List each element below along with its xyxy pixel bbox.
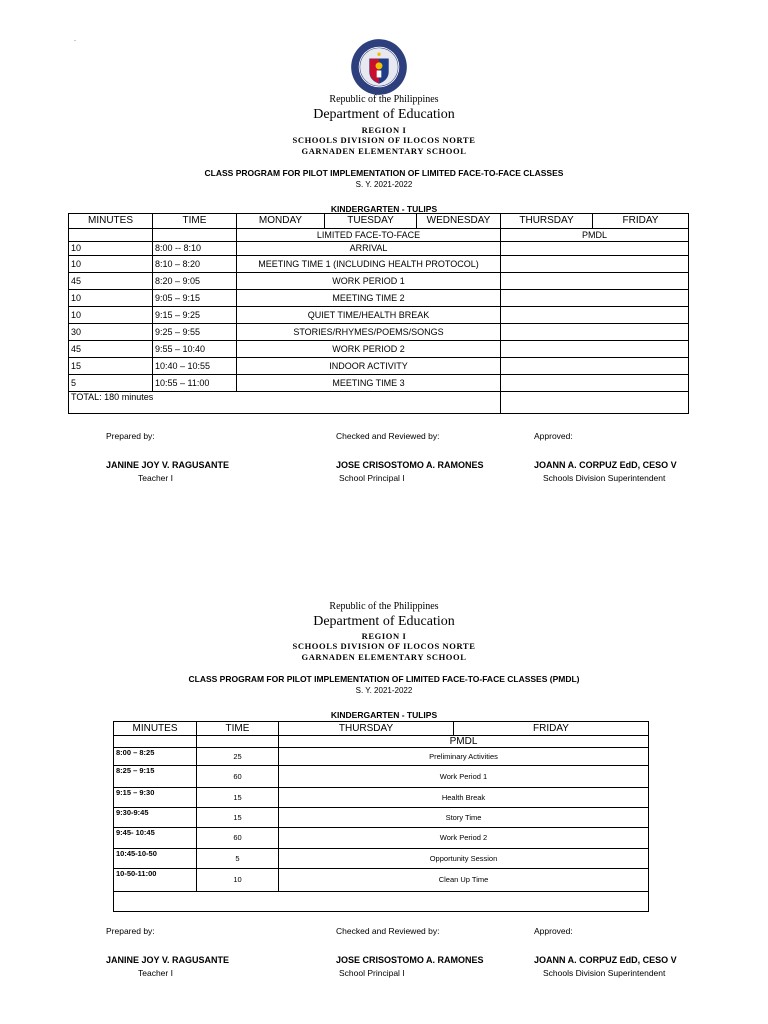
program1-title: CLASS PROGRAM FOR PILOT IMPLEMENTATION OF LIMITED FACE-TO-FACE CLASSES [204,168,564,178]
minutes-cell: 10 [69,256,153,273]
prepared-by-label: Prepared by: [106,431,155,441]
pmdl-cell [501,256,689,273]
checked-name: JOSE CRISOSTOMO A. RAMONES [336,460,484,470]
minutes-cell: 30 [69,324,153,341]
approved-title: Schools Division Superintendent [543,473,666,483]
division-heading: SCHOOLS DIVISION OF ILOCOS NORTE [292,135,476,145]
minutes-cell: 9:30-9:45 [114,808,197,828]
prepared-name: JANINE JOY V. RAGUSANTE [106,460,230,470]
table-row [69,324,689,341]
class-program-table-1 [68,213,689,414]
col-monday: MONDAY [237,214,325,229]
activity-cell: QUIET TIME/HEALTH BREAK [237,307,501,324]
total-minutes: TOTAL: 180 minutes [69,392,501,414]
time-cell: 8:10 – 8:20 [153,256,237,273]
republic-heading: Republic of the Philippines [329,601,439,612]
table-row [114,808,649,828]
table-row [69,307,689,324]
col-friday: FRIDAY [454,722,649,736]
total-row [69,392,689,414]
activity-cell: ARRIVAL [237,242,501,256]
table-row [114,828,649,849]
table-row [69,242,689,256]
col-minutes: MINUTES [114,722,197,736]
minutes-cell: 9:45- 10:45 [114,828,197,849]
prepared-by-label: Prepared by: [106,926,155,936]
minutes-cell: 5 [69,375,153,392]
col-friday: FRIDAY [593,214,689,229]
empty-cell [197,736,279,748]
time-cell: 9:05 – 9:15 [153,290,237,307]
region-heading: REGION I [361,631,407,641]
table-row [69,341,689,358]
activity-cell: MEETING TIME 2 [237,290,501,307]
program1-school-year: S. Y. 2021-2022 [355,180,413,189]
pmdl-cell [501,242,689,256]
col-time: TIME [197,722,279,736]
table-row [114,849,649,869]
pmdl-cell [501,273,689,290]
table-row [69,273,689,290]
pmdl-cell [501,324,689,341]
checked-name: JOSE CRISOSTOMO A. RAMONES [336,955,484,965]
minutes-cell: 8:25 – 9:15 [114,766,197,788]
limited-face-to-face-label: LIMITED FACE-TO-FACE [237,229,501,242]
department-heading: Department of Education [313,614,455,629]
approved-name: JOANN A. CORPUZ EdD, CESO V [534,460,677,470]
table-row [69,290,689,307]
col-tuesday: TUESDAY [325,214,417,229]
activity-cell: Opportunity Session [279,849,649,869]
col-thursday: THURSDAY [501,214,593,229]
activity-cell: Preliminary Activities [279,748,649,766]
checked-by-label: Checked and Reviewed by: [336,431,440,441]
activity-cell: WORK PERIOD 2 [237,341,501,358]
approved-label: Approved: [534,431,573,441]
col-time: TIME [153,214,237,229]
approved-label: Approved: [534,926,573,936]
minutes-cell: 10 [69,290,153,307]
pmdl-cell [501,307,689,324]
table-row [114,748,649,766]
activity-cell: Work Period 2 [279,828,649,849]
minutes-cell: 9:15 – 9:30 [114,788,197,808]
pmdl-cell [501,358,689,375]
activity-cell: Health Break [279,788,649,808]
activity-cell: Work Period 1 [279,766,649,788]
class-program-table-2 [113,721,649,912]
time-cell: 8:20 – 9:05 [153,273,237,290]
time-cell: 9:15 – 9:25 [153,307,237,324]
activity-cell: MEETING TIME 3 [237,375,501,392]
minutes-cell: 10:45-10-50 [114,849,197,869]
time-cell: 60 [197,828,279,849]
time-cell: 9:55 – 10:40 [153,341,237,358]
program2-section: KINDERGARTEN - TULIPS [330,710,438,720]
table-row [114,869,649,892]
table-row [69,375,689,392]
time-cell: 9:25 – 9:55 [153,324,237,341]
republic-heading: Republic of the Philippines [329,94,439,105]
department-heading: Department of Education [313,107,455,122]
deped-seal-logo [350,38,408,96]
activity-cell: Story Time [279,808,649,828]
empty-cell [114,736,197,748]
activity-cell: STORIES/RHYMES/POEMS/SONGS [237,324,501,341]
time-cell: 15 [197,788,279,808]
minutes-cell: 15 [69,358,153,375]
col-minutes: MINUTES [69,214,153,229]
checked-by-label: Checked and Reviewed by: [336,926,440,936]
col-wednesday: WEDNESDAY [417,214,501,229]
pmdl-label: PMDL [279,736,649,748]
time-cell: 25 [197,748,279,766]
approved-name: JOANN A. CORPUZ EdD, CESO V [534,955,677,965]
prepared-title: Teacher I [138,968,173,978]
approved-title: Schools Division Superintendent [543,968,666,978]
program2-title: CLASS PROGRAM FOR PILOT IMPLEMENTATION OF LIMITED FACE-TO-FACE CLASSES (PMDL) [188,674,580,684]
empty-cell [153,229,237,242]
program2-school-year: S. Y. 2021-2022 [355,686,413,695]
time-cell: 5 [197,849,279,869]
page-mark: - [74,38,76,44]
pmdl-cell [501,375,689,392]
empty-cell [114,892,649,912]
checked-title: School Principal I [339,968,405,978]
time-cell: 60 [197,766,279,788]
time-cell: 10:55 – 11:00 [153,375,237,392]
table-row [114,788,649,808]
time-cell: 10 [197,869,279,892]
activity-cell: MEETING TIME 1 (INCLUDING HEALTH PROTOCOL) [237,256,501,273]
division-heading: SCHOOLS DIVISION OF ILOCOS NORTE [292,641,476,651]
blank-row [114,892,649,912]
pmdl-cell [501,341,689,358]
minutes-cell: 45 [69,341,153,358]
prepared-name: JANINE JOY V. RAGUSANTE [106,955,230,965]
table-row [69,256,689,273]
activity-cell: WORK PERIOD 1 [237,273,501,290]
minutes-cell: 8:00 – 8:25 [114,748,197,766]
checked-title: School Principal I [339,473,405,483]
table-row [69,358,689,375]
table-row [114,766,649,788]
time-cell: 15 [197,808,279,828]
time-cell: 8:00 -- 8:10 [153,242,237,256]
activity-cell: Clean Up Time [279,869,649,892]
pmdl-label: PMDL [501,229,689,242]
pmdl-cell [501,290,689,307]
prepared-title: Teacher I [138,473,173,483]
minutes-cell: 10 [69,242,153,256]
school-heading: GARNADEN ELEMENTARY SCHOOL [301,146,467,156]
minutes-cell: 10 [69,307,153,324]
time-cell: 10:40 – 10:55 [153,358,237,375]
school-heading: GARNADEN ELEMENTARY SCHOOL [301,652,467,662]
pmdl-cell [501,392,689,414]
col-thursday: THURSDAY [279,722,454,736]
program1-section: KINDERGARTEN - TULIPS [330,204,438,214]
minutes-cell: 10-50-11:00 [114,869,197,892]
minutes-cell: 45 [69,273,153,290]
activity-cell: INDOOR ACTIVITY [237,358,501,375]
region-heading: REGION I [361,125,407,135]
empty-cell [69,229,153,242]
